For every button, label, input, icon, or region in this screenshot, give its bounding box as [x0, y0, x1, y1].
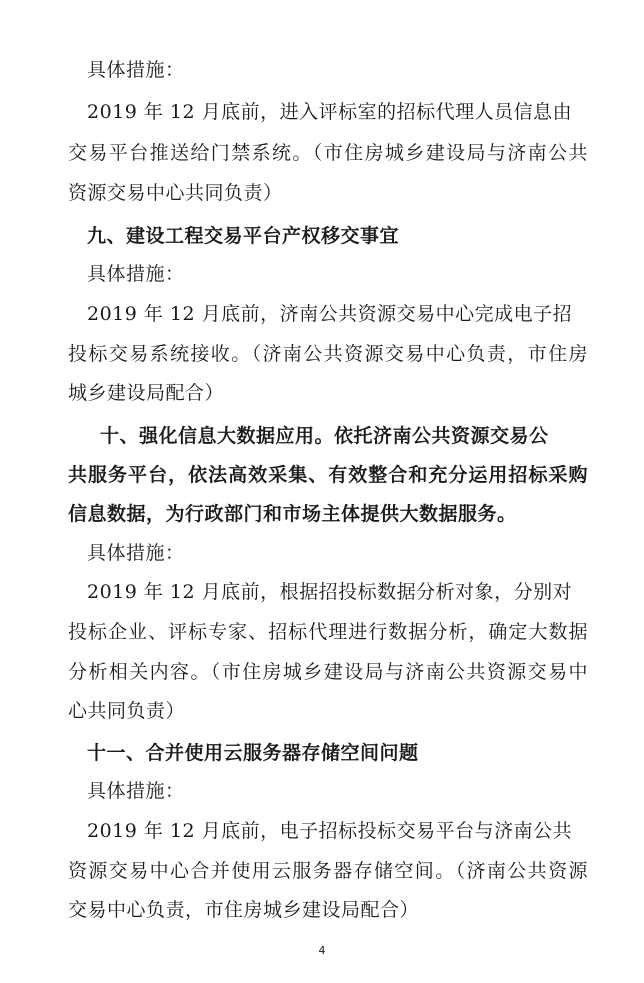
paragraph-9-line-2: 投标交易系统接收。（济南公共资源交易中心负责，市住房	[68, 343, 588, 365]
paragraph-8-line-1: 2019 年 12 月底前，进入评标室的招标代理人员信息由	[87, 101, 573, 123]
section-heading-10-line-2: 共服务平台，依法高效采集、有效整合和充分运用招标采购	[68, 464, 588, 486]
paragraph-11-line-1: 2019 年 12 月底前，电子招标投标交易平台与济南公共	[87, 820, 573, 842]
section-heading-10-line-1: 十、强化信息大数据应用。依托济南公共资源交易公	[100, 425, 549, 447]
paragraph-10-line-4: 心共同负责）	[68, 700, 186, 722]
paragraph-10-line-3: 分析相关内容。（市住房城乡建设局与济南公共资源交易中	[68, 661, 588, 683]
paragraph-8-line-2: 交易平台推送给门禁系统。（市住房城乡建设局与济南公共	[68, 142, 588, 164]
section-heading-10-line-3: 信息数据，为行政部门和市场主体提供大数据服务。	[68, 503, 517, 525]
section-heading-9: 九、建设工程交易平台产权移交事宜	[87, 225, 400, 247]
paragraph-9-line-3: 城乡建设局配合）	[68, 382, 225, 404]
measures-label-3: 具体措施：	[87, 542, 185, 564]
paragraph-11-line-3: 交易中心负责，市住房城乡建设局配合）	[68, 899, 420, 921]
paragraph-10-line-2: 投标企业、评标专家、招标代理进行数据分析，确定大数据	[68, 621, 588, 643]
paragraph-11-line-2: 资源交易中心合并使用云服务器存储空间。（济南公共资源	[68, 860, 588, 882]
section-heading-11: 十一、合并使用云服务器存储空间问题	[87, 742, 419, 764]
page-number: 4	[318, 944, 326, 957]
measures-label-2: 具体措施：	[87, 263, 185, 285]
paragraph-9-line-1: 2019 年 12 月底前，济南公共资源交易中心完成电子招	[87, 303, 573, 325]
measures-label-4: 具体措施：	[87, 780, 185, 802]
paragraph-10-line-1: 2019 年 12 月底前，根据招投标数据分析对象，分别对	[87, 581, 573, 603]
measures-label-1: 具体措施：	[87, 59, 185, 81]
paragraph-8-line-3: 资源交易中心共同负责）	[68, 182, 283, 204]
